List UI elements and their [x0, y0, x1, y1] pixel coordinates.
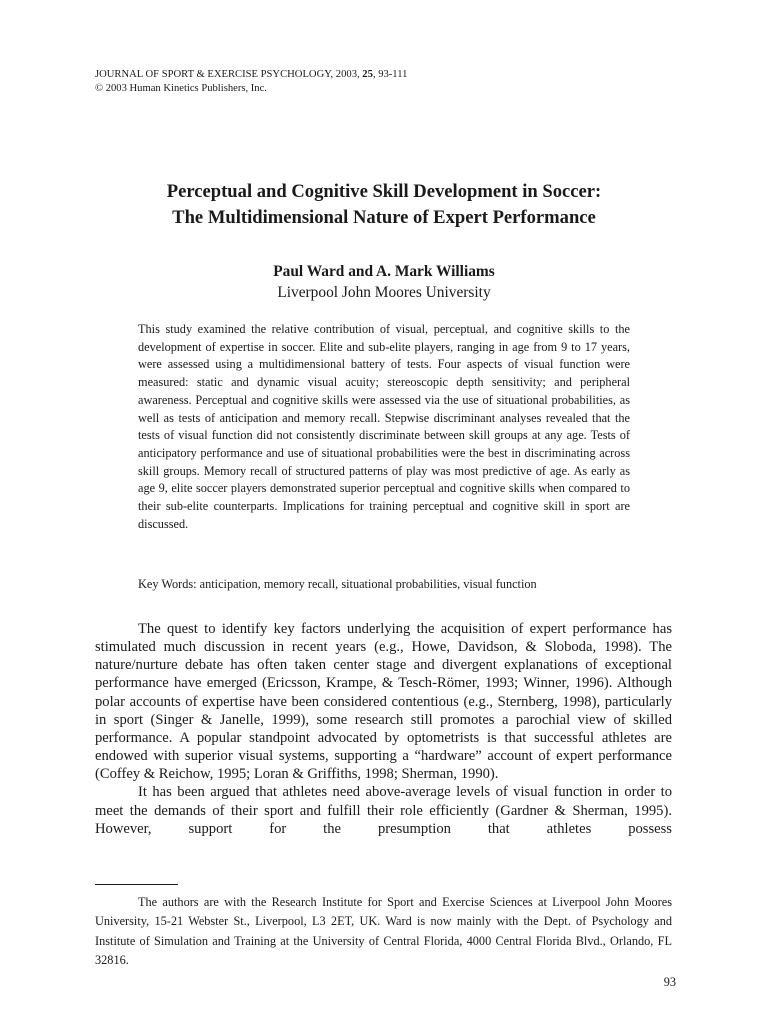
- title-line-1: Perceptual and Cognitive Skill Development in Soccer:: [166, 181, 602, 202]
- body-text: [95, 620, 672, 838]
- journal-volume: 25: [362, 69, 373, 80]
- journal-citation: [95, 68, 407, 82]
- title-line-2: The Multidimensional Nature of Expert Performance: [172, 206, 596, 228]
- body-paragraph-2: It has been argued that athletes need above-average levels of visual function in order to meet the demands of their sport and fulfill their role efficiently (Gardner & Sherman, 1995). However, support for the presumption that athletes possess: [95, 784, 672, 837]
- journal-header: [95, 68, 407, 95]
- page-number: 93: [663, 975, 676, 989]
- journal-pages: , 93-111: [372, 69, 408, 80]
- author-footnote: The authors are with the Research Institute for Sport and Exercise Sciences at Liverpool John Moores University, 15-21 Webster St., Liverpool, L3 2ET, UK. Ward is now mainly with the Dept. of Psychology and Institute of Simulation and Training at the University of Central Florida, 4000 Central Florida Blvd., Orlando, FL 32816.: [95, 895, 672, 967]
- authors: Paul Ward and A. Mark Williams: [273, 263, 495, 280]
- paper-title: [0, 179, 768, 230]
- keywords: Key Words: anticipation, memory recall, situational probabilities, visual function: [138, 577, 537, 591]
- abstract: This study examined the relative contribution of visual, perceptual, and cognitive skills to the development of expertise in soccer. Elite and sub-elite players, ranging in age from 9 to 17 years, were assessed using a multidimensional battery of tests. Four aspects of visual function were measured: static and dynamic visual acuity; stereoscopic depth sensitivity; and peripheral awareness. Perceptual and cognitive skills were assessed via the use of situational probabilities, as well as tests of anticipation and memory recall. Stepwise discriminant analyses revealed that the tests of visual function did not consistently discriminate between skill groups at any age. Tests of anticipatory performance and use of situational probabilities were the best in discriminating across skill groups. Memory recall of structured patterns of play was most predictive of age. As early as age 9, elite soccer players demonstrated superior perceptual and cognitive skills when compared to their sub-elite counterparts. Implications for training perceptual and cognitive skill in sport are discussed.: [138, 322, 630, 531]
- body-paragraph-1: The quest to identify key factors underlying the acquisition of expert performance has stimulated much discussion in recent years (e.g., Howe, Davidson, & Sloboda, 1998). The nature/nurture debate has often taken center stage and divergent explanations of exceptional performance have emerged (Ericsson, Krampe, & Tesch-Römer, 1993; Winner, 1996). Although polar accounts of expertise have been considered contentious (e.g., Sternberg, 1998), particularly in sport (Singer & Janelle, 1999), some research still promotes a parochial view of skilled performance. A popular standpoint advocated by optometrists is that successful athletes are endowed with superior visual systems, supporting a “hardware” account of expert performance (Coffey & Reichow, 1995; Loran & Griffiths, 1998; Sherman, 1990).: [95, 621, 672, 783]
- journal-name: JOURNAL OF SPORT & EXERCISE PSYCHOLOGY, 2003,: [95, 69, 363, 80]
- affiliation: Liverpool John Moores University: [277, 284, 491, 301]
- footnote-divider: [95, 884, 178, 885]
- copyright-line: © 2003 Human Kinetics Publishers, Inc.: [95, 82, 267, 94]
